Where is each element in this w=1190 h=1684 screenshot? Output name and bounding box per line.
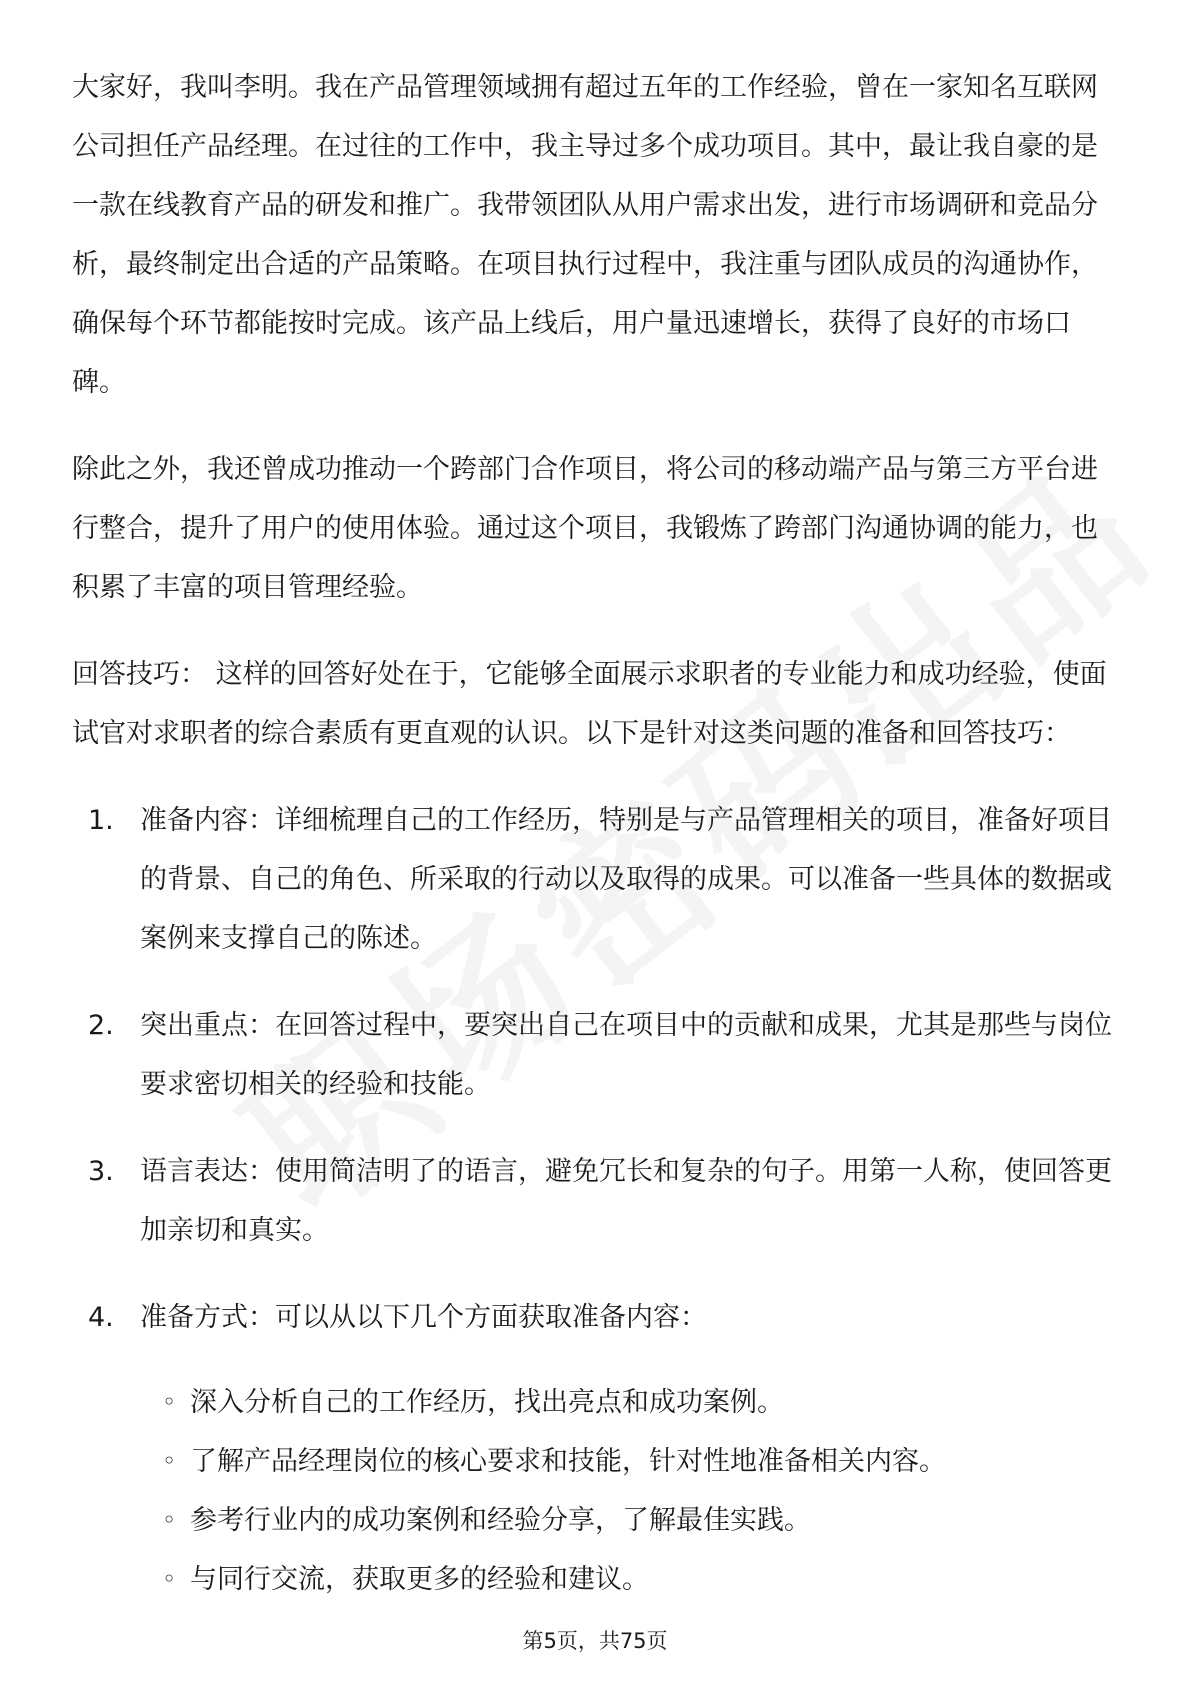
tip-item-1 — [88, 791, 1118, 968]
tip-number: 3. — [88, 1156, 114, 1187]
bullet-icon: ◦ — [162, 1506, 177, 1534]
intro-paragraph: 大家好，我叫李明。我在产品管理领域拥有超过五年的工作经验，曾在一家知名互联网公司担任产品经理。在过往的工作中，我主导过多个成功项目。其中，最让我自豪的是一款在线教育产品的研发和推广。我带领团队从用户需求出发，进行市场调研和竞品分析，最终制定出合适的产品策略。在项目执行过程中，我注重与团队成员的沟通协作，确保每个环节都能按时完成。该产品上线后，用户量迅速增长，获得了良好的市场口碑。 — [72, 72, 1098, 398]
tip-text: 准备内容：详细梳理自己的工作经历，特别是与产品管理相关的项目，准备好项目的背景、自己的角色、所采取的行动以及取得的成果。可以准备一些具体的数据或案例来支撑自己的陈述。 — [140, 805, 1112, 954]
tip-text: 准备方式：可以从以下几个方面获取准备内容： — [140, 1302, 707, 1333]
sub-bullet-list — [140, 1373, 1118, 1609]
tip-number: 2. — [88, 1010, 114, 1041]
sub-bullet-item — [162, 1432, 1118, 1491]
page-footer: 第5页，共75页 — [522, 1629, 668, 1653]
document-body — [72, 58, 1118, 1637]
bullet-icon: ◦ — [162, 1565, 177, 1593]
sub-bullet-text: 了解产品经理岗位的核心要求和技能，针对性地准备相关内容。 — [190, 1446, 946, 1477]
tip-item-3 — [88, 1142, 1118, 1260]
second-paragraph: 除此之外，我还曾成功推动一个跨部门合作项目，将公司的移动端产品与第三方平台进行整合，提升了用户的使用体验。通过这个项目，我锻炼了跨部门沟通协调的能力，也积累了丰富的项目管理经验。 — [72, 454, 1098, 603]
sub-bullet-text: 参考行业内的成功案例和经验分享，了解最佳实践。 — [190, 1505, 811, 1536]
tip-number: 1. — [88, 805, 114, 836]
sub-bullet-item — [162, 1491, 1118, 1550]
tips-paragraph: 回答技巧： 这样的回答好处在于，它能够全面展示求职者的专业能力和成功经验，使面试官对求职者的综合素质有更直观的认识。以下是针对这类问题的准备和回答技巧： — [72, 659, 1107, 749]
tip-item-2 — [88, 996, 1118, 1114]
bullet-icon: ◦ — [162, 1447, 177, 1475]
tip-text: 突出重点：在回答过程中，要突出自己在项目中的贡献和成果，尤其是那些与岗位要求密切相关的经验和技能。 — [140, 1010, 1112, 1100]
tip-text: 语言表达：使用简洁明了的语言，避免冗长和复杂的句子。用第一人称，使回答更加亲切和真实。 — [140, 1156, 1112, 1246]
sub-bullet-item — [162, 1550, 1118, 1609]
tip-item-4 — [88, 1288, 1118, 1609]
sub-bullet-item — [162, 1373, 1118, 1432]
tip-number: 4. — [88, 1302, 114, 1333]
bullet-icon: ◦ — [162, 1388, 177, 1416]
sub-bullet-text: 与同行交流，获取更多的经验和建议。 — [190, 1564, 649, 1595]
tips-list — [72, 791, 1118, 1609]
sub-bullet-text: 深入分析自己的工作经历，找出亮点和成功案例。 — [190, 1387, 784, 1418]
